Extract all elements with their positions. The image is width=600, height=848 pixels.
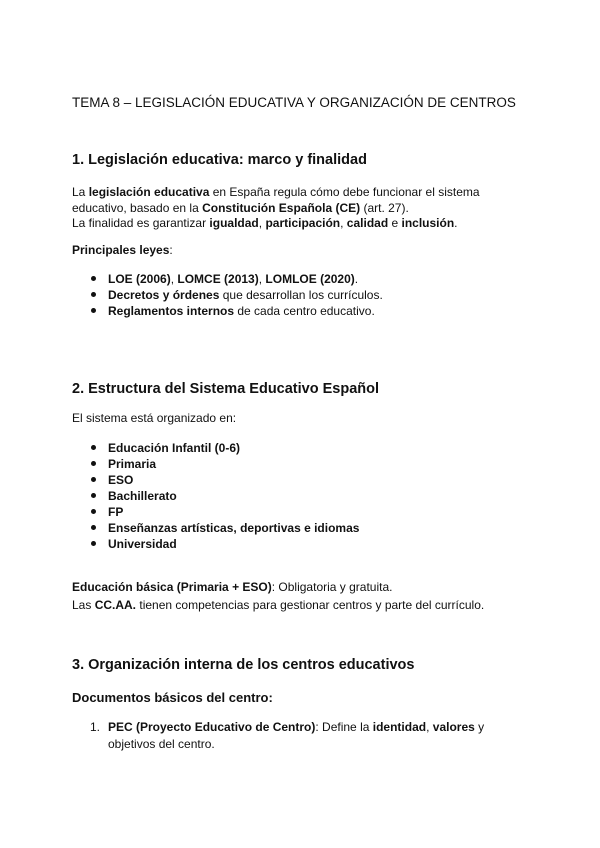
- section-3-heading: 3. Organización interna de los centros educativos: [72, 657, 415, 673]
- list-item: Decretos y órdenes que desarrollan los currículos.: [72, 287, 383, 303]
- list-item: Enseñanzas artísticas, deportivas e idiomas: [72, 520, 359, 536]
- ccaa-line: Las CC.AA. tienen competencias para gestionar centros y parte del currículo.: [72, 598, 485, 612]
- leyes-list: [72, 271, 383, 319]
- section-2-heading: 2. Estructura del Sistema Educativo Español: [72, 381, 380, 397]
- bullet-icon: [91, 292, 96, 297]
- list-item: FP: [72, 504, 359, 520]
- list-item: Universidad: [72, 536, 359, 552]
- list-item: ESO: [72, 472, 359, 488]
- bullet-icon: [91, 541, 96, 546]
- section-1-paragraph-1: La legislación educativa en España regula cómo debe funcionar el sistema educativo, basado en la Constitución Española (CE) (art. 27).: [72, 185, 480, 215]
- list-item: 1. PEC (Proyecto Educativo de Centro): Define la identidad, valores y objetivos del centro.: [90, 720, 485, 751]
- bullet-icon: [91, 493, 96, 498]
- bullet-icon: [91, 525, 96, 530]
- list-item: Bachillerato: [72, 488, 359, 504]
- bullet-icon: [91, 509, 96, 514]
- bullet-icon: [91, 276, 96, 281]
- bullet-icon: [91, 461, 96, 466]
- list-item: LOE (2006), LOMCE (2013), LOMLOE (2020).: [72, 271, 383, 287]
- section-1-paragraph-2: La finalidad es garantizar igualdad, participación, calidad e inclusión.: [72, 216, 458, 230]
- list-item: Reglamentos internos de cada centro educativo.: [72, 303, 383, 319]
- list-item: Primaria: [72, 456, 359, 472]
- structure-list: [72, 440, 359, 552]
- bullet-icon: [91, 445, 96, 450]
- documents-list: [72, 719, 484, 753]
- basic-education-line: Educación básica (Primaria + ESO): Obligatoria y gratuita.: [72, 580, 393, 594]
- leyes-label: Principales leyes:: [72, 243, 173, 257]
- list-item: Educación Infantil (0-6): [72, 440, 359, 456]
- section-2-intro: El sistema está organizado en:: [72, 411, 237, 425]
- list-number: 1.: [90, 720, 101, 734]
- section-3-subheading: Documentos básicos del centro:: [72, 690, 273, 705]
- document-title: TEMA 8 – LEGISLACIÓN EDUCATIVA Y ORGANIZACIÓN DE CENTROS: [72, 95, 516, 110]
- section-1-heading: 1. Legislación educativa: marco y finalidad: [72, 152, 367, 168]
- bullet-icon: [91, 477, 96, 482]
- bullet-icon: [91, 308, 96, 313]
